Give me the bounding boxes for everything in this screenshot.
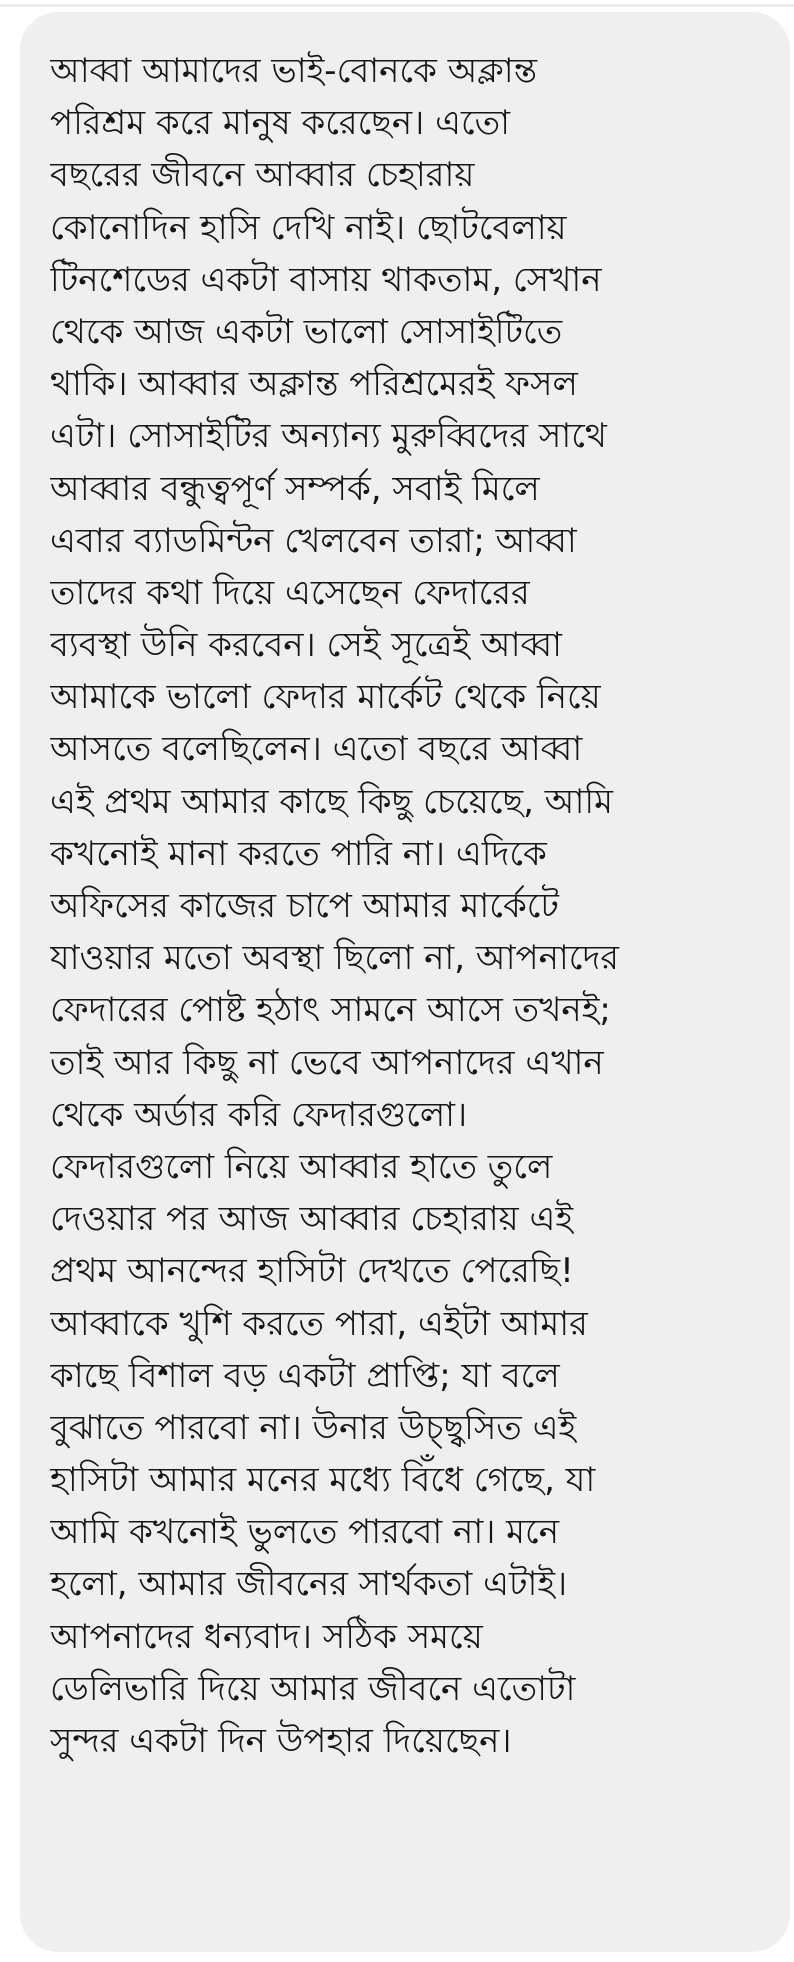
message-line: অফিসের কাজের চাপে আমার মার্কেটে <box>50 886 559 926</box>
message-line: কাছে বিশাল বড় একটা প্রাপ্তি; যা বলে <box>50 1355 560 1396</box>
message-line: ফেদারগুলো নিয়ে আব্বার হাতে তুলে <box>50 1146 553 1187</box>
message-line: এটা। সোসাইটির অন্যান্য মুরুব্বিদের সাথে <box>50 416 607 457</box>
message-line: কখনোই মানা করতে পারি না। এদিকে <box>50 833 547 874</box>
message-line: আব্বা আমাদের ভাই-বোনকে অক্লান্ত <box>50 51 538 91</box>
message-line: হাসিটা আমার মনের মধ্যে বিঁধে গেছে, যা <box>50 1460 596 1501</box>
message-line: ব্যবস্থা উনি করবেন। সেই সূত্রেই আব্বা <box>50 625 563 666</box>
message-line: আব্বাকে খুশি করতে পারা, এইটা আমার <box>50 1303 588 1344</box>
top-divider <box>0 4 794 7</box>
message-line: দেওয়ার পর আজ আব্বার চেহারায় এই <box>50 1199 574 1240</box>
message-line: থাকি। আব্বার অক্লান্ত পরিশ্রমেরই ফসল <box>50 364 578 405</box>
message-line: হলো, আমার জীবনের সার্থকতা এটাই। <box>50 1564 568 1605</box>
message-line: তাদের কথা দিয়ে এসেছেন ফেদারের <box>50 572 530 613</box>
message-line: থেকে আজ একটা ভালো সোসাইটিতে <box>50 311 563 352</box>
message-line: কোনোদিন হাসি দেখি নাই। ছোটবেলায় <box>50 207 567 248</box>
message-bubble[interactable] <box>20 12 790 1952</box>
message-line: পরিশ্রম করে মানুষ করেছেন। এতো <box>50 103 511 144</box>
message-line: বছরের জীবনে আব্বার চেহারায় <box>50 155 475 196</box>
message-line: আপনাদের ধন্যবাদ। সঠিক সময়ে <box>50 1616 483 1657</box>
message-line: থেকে অর্ডার করি ফেদারগুলো। <box>50 1094 468 1135</box>
message-line: বুঝাতে পারবো না। উনার উচ্ছ্বসিত এই <box>50 1407 577 1448</box>
message-line: আসতে বলেছিলেন। এতো বছরে আব্বা <box>50 729 583 770</box>
message-line: আমি কখনোই ভুলতে পারবো না। মনে <box>50 1512 559 1553</box>
message-text <box>50 45 764 1767</box>
message-line: এই প্রথম আমার কাছে কিছু চেয়েছে, আমি <box>50 781 613 822</box>
message-line: ফেদারের পোষ্ট হঠাৎ সামনে আসে তখনই; <box>50 990 611 1031</box>
message-line: আমাকে ভালো ফেদার মার্কেট থেকে নিয়ে <box>50 677 601 718</box>
message-line: সুন্দর একটা দিন উপহার দিয়েছেন। <box>50 1721 512 1761</box>
message-line: টিনশেডের একটা বাসায় থাকতাম, সেখান <box>50 259 602 300</box>
message-line: এবার ব্যাডমিন্টন খেলবেন তারা; আব্বা <box>50 520 577 561</box>
message-line: যাওয়ার মতো অবস্থা ছিলো না, আপনাদের <box>50 938 620 979</box>
message-line: প্রথম আনন্দের হাসিটা দেখতে পেরেছি! <box>50 1251 574 1292</box>
message-line: তাই আর কিছু না ভেবে আপনাদের এখান <box>50 1042 604 1083</box>
message-line: আব্বার বন্ধুত্বপূর্ণ সম্পর্ক, সবাই মিলে <box>50 468 540 509</box>
message-line: ডেলিভারি দিয়ে আমার জীবনে এতোটা <box>50 1668 576 1709</box>
